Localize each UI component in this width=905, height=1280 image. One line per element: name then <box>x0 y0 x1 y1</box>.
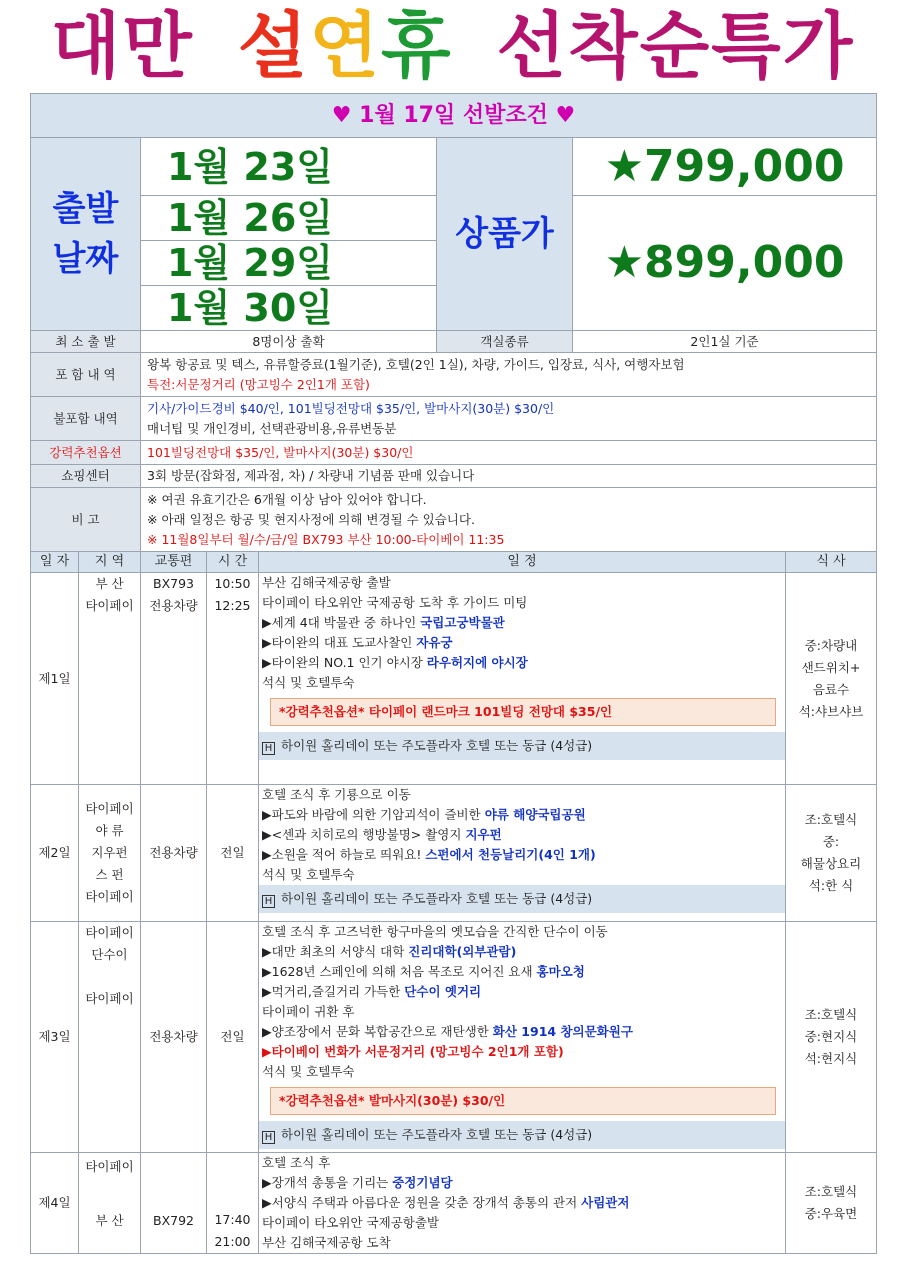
included-value: 왕복 항공료 및 텍스, 유류할증료(1월기준), 호텔(2인 1실), 차량, 가이드, 입장료, 식사, 여행자보험 특전:서문정거리 (망고빙수 2인1개 포함) <box>141 353 877 397</box>
day-regions <box>79 1153 141 1254</box>
region-item: 타이페이 <box>85 801 134 816</box>
hotel-info <box>259 885 785 913</box>
day-schedule <box>259 573 786 785</box>
price-value: ★899,000 <box>573 196 877 331</box>
schedule-line <box>262 1193 782 1213</box>
schedule-text: ▶타이완의 대표 도교사찰인 <box>262 635 417 650</box>
headline-seol: 설 <box>237 4 310 88</box>
summary-table <box>30 93 877 552</box>
day-label: 제2일 <box>31 785 79 922</box>
price-value: ★799,000 <box>573 138 877 196</box>
meal-item: 중:우육면 <box>804 1206 858 1221</box>
schedule-text: ▶1628년 스페인에 의해 처음 목조로 지어진 요새 <box>262 964 537 979</box>
schedule-text: ▶타이완의 NO.1 인기 야시장 <box>262 655 427 670</box>
hotel-icon: H <box>262 895 275 908</box>
day-regions <box>79 922 141 1153</box>
recommended-option-value: 101빌딩전망대 $35/인, 발마사지(30분) $30/인 <box>141 441 877 465</box>
headline-yeon: 연 <box>309 4 381 88</box>
schedule-highlight: 진리대학(외부관람) <box>408 944 517 959</box>
excluded-label: 불포함 내역 <box>31 397 141 441</box>
schedule-line <box>262 1173 782 1193</box>
shopping-value: 3회 방문(잡화점, 제과점, 차) / 차량내 기념품 판매 있습니다 <box>141 465 877 488</box>
headline-special: 선착순특가 <box>496 4 855 88</box>
schedule-line <box>262 825 782 845</box>
departure-date: 1월 26일 <box>141 196 437 241</box>
page-headline <box>0 0 905 92</box>
schedule-text: 호텔 조식 후 <box>262 1155 331 1170</box>
room-type-value: 2인1실 기준 <box>573 331 877 353</box>
region-item: 타이페이 <box>85 598 134 613</box>
time-item: 17:40 <box>214 1212 251 1227</box>
region-item: 부 산 <box>95 1213 124 1228</box>
region-item: 타이페이 <box>85 1159 134 1174</box>
schedule-text: 타이페이 귀환 후 <box>262 1004 355 1019</box>
hotel-icon: H <box>262 1131 275 1144</box>
schedule-line <box>262 593 782 613</box>
day-transport <box>141 922 207 1153</box>
day-meals <box>786 573 877 785</box>
region-item: 타이페이 <box>85 925 134 940</box>
schedule-text: 타이페이 타오위안 국제공항출발 <box>262 1215 439 1230</box>
time-item <box>210 1187 255 1209</box>
meal-item: 샌드위치+ <box>801 659 861 675</box>
meal-item: 석:현지식 <box>804 1051 858 1066</box>
min-departure-label: 최 소 출 발 <box>31 331 141 353</box>
day-label: 제4일 <box>31 1153 79 1254</box>
schedule-line <box>262 613 782 633</box>
schedule-text: 석식 및 호텔투숙 <box>262 675 355 690</box>
departure-label: 출발 날짜 <box>31 138 141 331</box>
transport-item: 전용차량 <box>149 1029 198 1044</box>
itinerary-day-row <box>31 573 877 785</box>
transport-item <box>144 1180 203 1207</box>
schedule-text: ▶파도와 바람에 의한 기암괴석이 즐비한 <box>262 807 485 822</box>
schedule-text: ▶서양식 주택과 아름다운 정원을 갖춘 장개석 총통의 관저 <box>262 1195 582 1210</box>
day-times <box>207 785 259 922</box>
schedule-text: ▶장개석 총통을 기리는 <box>262 1175 393 1190</box>
meal-item: 해물상요리 <box>800 856 862 871</box>
meal-item: 석:샤브샤브 <box>798 703 864 719</box>
min-departure-value: 8명이상 출확 <box>141 331 437 353</box>
schedule-line <box>262 785 782 805</box>
schedule-line <box>262 865 782 885</box>
day-transport <box>141 785 207 922</box>
schedule-highlight: 단수이 옛거리 <box>404 984 482 999</box>
meal-item: 음료수 <box>812 681 850 697</box>
day-regions <box>79 785 141 922</box>
included-label: 포 함 내 역 <box>31 353 141 397</box>
transport-item: 전용차량 <box>149 845 198 860</box>
itinerary-day-row <box>31 1153 877 1254</box>
schedule-highlight: 중정기념당 <box>392 1175 453 1190</box>
meal-item: 중:차량내 <box>804 637 858 653</box>
schedule-line <box>262 922 782 942</box>
shopping-label: 쇼핑센터 <box>31 465 141 488</box>
schedule-line <box>262 573 782 593</box>
day-meals <box>786 922 877 1153</box>
schedule-line <box>262 845 782 865</box>
region-item: 타이페이 <box>85 991 134 1006</box>
optional-tour-box: *강력추천옵션* 타이페이 랜드마크 101빌딩 전망대 $35/인 <box>270 698 776 726</box>
transport-item: BX793 <box>153 576 194 591</box>
remarks-value: ※ 여권 유효기간은 6개월 이상 남아 있어야 합니다. ※ 아래 일정은 항공 및 현지사정에 의해 변경될 수 있습니다. ※ 11월8일부터 월/수/금/일 BX793 부산 10:00-타이베이 11:35 <box>141 488 877 552</box>
region-item: 단수이 <box>91 947 128 962</box>
transport-item: 전용차량 <box>149 598 198 613</box>
schedule-line <box>262 653 782 673</box>
schedule-line <box>262 805 782 825</box>
time-item: 12:25 <box>214 598 251 613</box>
itinerary-day-row <box>31 922 877 1153</box>
schedule-line <box>262 1062 782 1082</box>
day-times <box>207 1153 259 1254</box>
schedule-highlight: 사림관저 <box>581 1195 630 1210</box>
schedule-text: 호텔 조식 후 기룡으로 이동 <box>262 787 411 802</box>
schedule-highlight: ▶타이베이 번화가 서문정거리 (망고빙수 2인1개 포함) <box>262 1044 564 1059</box>
day-schedule <box>259 922 786 1153</box>
departure-date: 1월 30일 <box>141 286 437 331</box>
day-times <box>207 922 259 1153</box>
col-time: 시 간 <box>207 552 259 573</box>
region-item: 지우펀 <box>91 845 128 860</box>
meal-item: 조:호텔식 <box>804 1184 858 1199</box>
col-transport: 교통편 <box>141 552 207 573</box>
headline-taiwan: 대만 <box>50 4 194 88</box>
schedule-text: ▶양조장에서 문화 복합공간으로 재탄생한 <box>262 1024 493 1039</box>
schedule-highlight: 화산 1914 창의문화원구 <box>492 1024 633 1039</box>
price-label: 상품가 <box>437 138 573 331</box>
schedule-text: 부산 김해국제공항 출발 <box>262 575 391 590</box>
schedule-highlight: 자유궁 <box>416 635 453 650</box>
optional-tour-box: *강력추천옵션* 발마사지(30분) $30/인 <box>270 1087 776 1115</box>
schedule-text: ▶대만 최초의 서양식 대학 <box>262 944 409 959</box>
schedule-line <box>262 633 782 653</box>
time-item: 21:00 <box>214 1234 251 1249</box>
meal-item: 중:현지식 <box>804 1029 858 1044</box>
time-item <box>210 1165 255 1187</box>
meal-item: 조:호텔식 <box>804 812 858 827</box>
day-transport <box>141 573 207 785</box>
region-item <box>82 1180 137 1207</box>
departure-date: 1월 23일 <box>141 138 437 196</box>
schedule-line <box>262 1002 782 1022</box>
schedule-highlight: 홍마오청 <box>536 964 585 979</box>
schedule-highlight: 스펀에서 천등날리기(4인 1개) <box>425 847 596 862</box>
itinerary-table <box>30 551 877 1254</box>
schedule-line <box>262 962 782 982</box>
time-item: 전일 <box>220 1029 245 1044</box>
day-label: 제1일 <box>31 573 79 785</box>
schedule-line <box>262 1153 782 1173</box>
hotel-info <box>259 1121 785 1149</box>
schedule-line <box>262 1213 782 1233</box>
col-day: 일 자 <box>31 552 79 573</box>
day-meals <box>786 785 877 922</box>
meal-item: 조:호텔식 <box>804 1007 858 1022</box>
day-regions <box>79 573 141 785</box>
schedule-highlight: 야류 해양국립공원 <box>484 807 586 822</box>
day-transport <box>141 1153 207 1254</box>
meal-item: 석:한 식 <box>808 878 854 893</box>
schedule-text: ▶세계 4대 박물관 중 하나인 <box>262 615 421 630</box>
banner: ♥ 1월 17일 선발조건 ♥ <box>31 94 877 138</box>
col-schedule: 일 정 <box>259 552 786 573</box>
time-item: 10:50 <box>214 576 251 591</box>
transport-item: BX792 <box>153 1213 194 1228</box>
departure-date: 1월 29일 <box>141 241 437 286</box>
time-item: 전일 <box>220 845 245 860</box>
schedule-line <box>262 982 782 1002</box>
schedule-line <box>262 1233 782 1253</box>
transport-item <box>144 1153 203 1180</box>
meal-item: 중: <box>822 834 840 849</box>
day-meals <box>786 1153 877 1254</box>
schedule-highlight: 지우펀 <box>465 827 502 842</box>
region-item <box>82 966 137 988</box>
hotel-text: 하이원 홀리데이 또는 주도플라자 호텔 또는 동급 (4성급) <box>281 738 593 753</box>
region-item: 스 펀 <box>95 867 124 882</box>
schedule-text: ▶<센과 치히로의 행방불명> 촬영지 <box>262 827 466 842</box>
recommended-option-label: 강력추천옵션 <box>31 441 141 465</box>
itinerary-day-row <box>31 785 877 922</box>
col-meals: 식 사 <box>786 552 877 573</box>
schedule-text: 타이페이 타오위안 국제공항 도착 후 가이드 미팅 <box>262 595 528 610</box>
schedule-line <box>262 1022 782 1042</box>
region-item: 야 류 <box>95 823 124 838</box>
schedule-text: 호텔 조식 후 고즈넉한 항구마을의 옛모습을 간직한 단수이 이동 <box>262 924 608 939</box>
remarks-label: 비 고 <box>31 488 141 552</box>
headline-hyu: 휴 <box>380 4 453 88</box>
col-region: 지 역 <box>79 552 141 573</box>
schedule-text: 석식 및 호텔투숙 <box>262 867 355 882</box>
schedule-text: 석식 및 호텔투숙 <box>262 1064 355 1079</box>
schedule-line <box>262 1042 782 1062</box>
itinerary-header <box>31 552 877 573</box>
schedule-text: 부산 김해국제공항 도착 <box>262 1235 391 1250</box>
schedule-highlight: 라우허지에 야시장 <box>426 655 528 670</box>
region-item: 부 산 <box>95 576 124 591</box>
schedule-highlight: 국립고궁박물관 <box>420 615 505 630</box>
hotel-text: 하이원 홀리데이 또는 주도플라자 호텔 또는 동급 (4성급) <box>281 891 593 906</box>
region-item: 타이페이 <box>85 889 134 904</box>
schedule-line <box>262 673 782 693</box>
hotel-text: 하이원 홀리데이 또는 주도플라자 호텔 또는 동급 (4성급) <box>281 1127 593 1142</box>
day-schedule <box>259 785 786 922</box>
excluded-value: 기사/가이드경비 $40/인, 101빌딩전망대 $35/인, 발마사지(30분) $30/인 매너팁 및 개인경비, 선택관광비용,유류변동분 <box>141 397 877 441</box>
schedule-text: ▶소원을 적어 하늘로 띄워요! <box>262 847 426 862</box>
day-schedule <box>259 1153 786 1254</box>
day-times <box>207 573 259 785</box>
room-type-label: 객실종류 <box>437 331 573 353</box>
schedule-line <box>262 942 782 962</box>
schedule-text: ▶먹거리,즐길거리 가득한 <box>262 984 405 999</box>
hotel-info <box>259 732 785 760</box>
day-label: 제3일 <box>31 922 79 1153</box>
hotel-icon: H <box>262 742 275 755</box>
